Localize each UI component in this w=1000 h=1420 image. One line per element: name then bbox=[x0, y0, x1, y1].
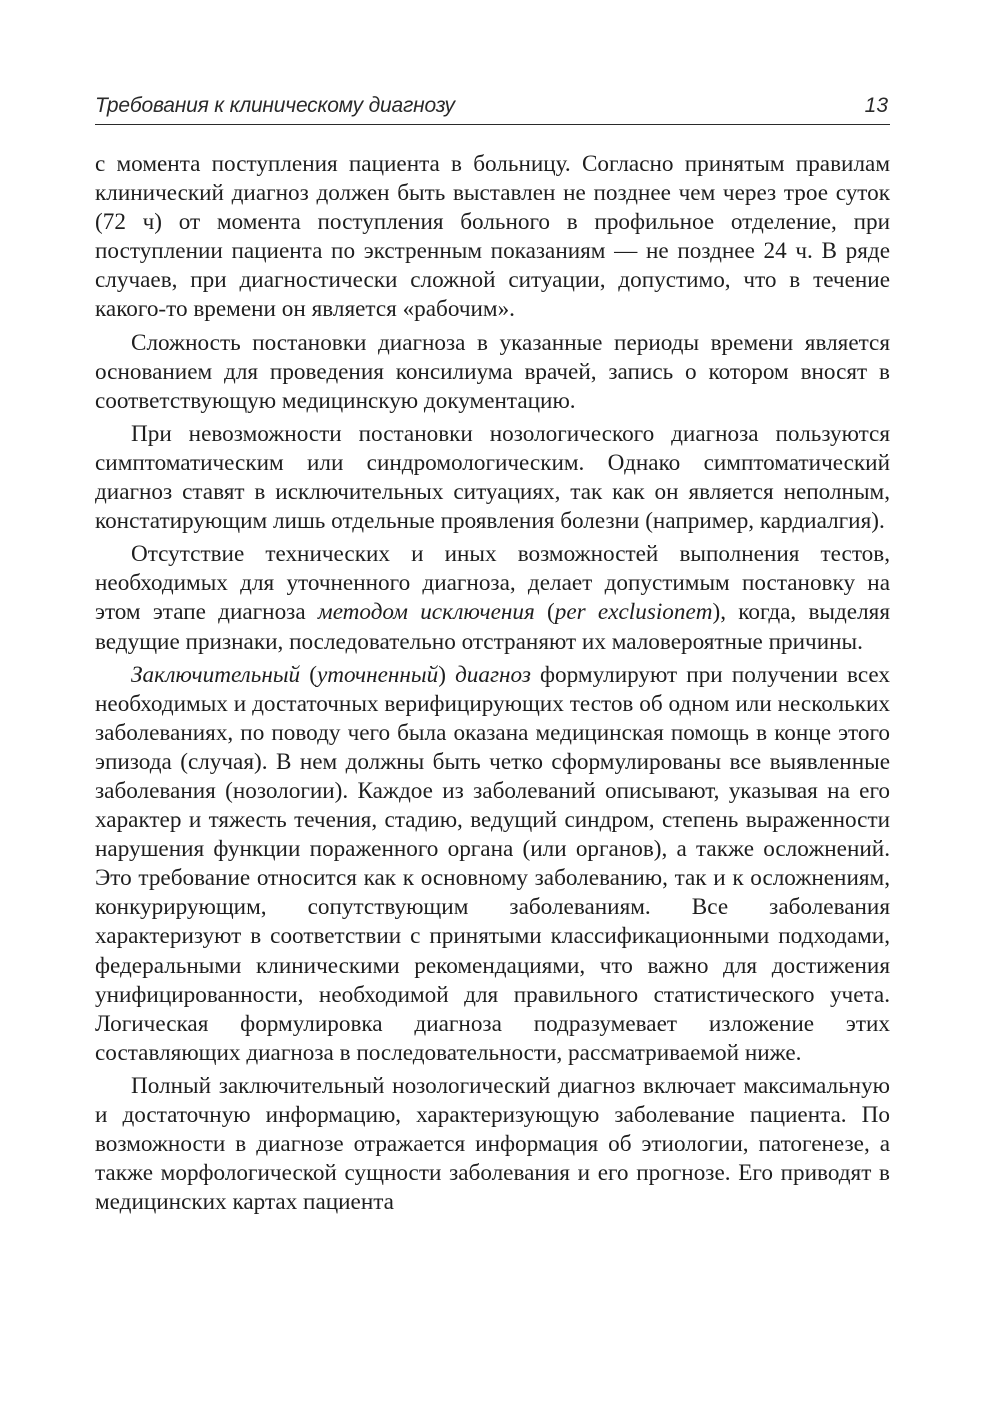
paragraph-final-diagnosis bbox=[95, 661, 890, 1068]
text-run: ( bbox=[534, 599, 555, 626]
italic-term-final: Заключительный bbox=[131, 661, 301, 688]
paragraph-symptomatic-diagnosis: При невозможности постановки нозологического диагноза пользуются симптоматическим или синдромологическим. Однако симптоматический диагноз ставят в исключительных ситуациях, так как он является неполным, констатирующим лишь отдельные проявления болезни (например, кардиалгия). bbox=[95, 420, 890, 535]
text-run: формулируют при получении всех необходимых и достаточных верифицирующих тестов об одном или нескольких заболеваниях, по поводу чего была оказана медицинская помощь в конце этого эпизода (случая). В нем должны быть четко сформулированы все выявленные заболевания (нозологии). Каждое из заболеваний описывают, указывая на его характер и тяжесть течения, стадию, ведущий синдром, степень выраженности нарушения функции пораженного органа (или органов), а также осложнений. Это требование относится как к основному заболеванию, так и к осложнениям, конкурирующим, сопутствующим заболеваниям. Все заболевания характеризуют в соответствии с принятыми классификационными подходами, федеральными клиническими рекомендациями, что важно для достижения унифицированности, необходимой для правильного статистического учета. Логическая формулировка диагноза подразумевает изложение этих составляющих диагноза в последовательности, рассматриваемой ниже. bbox=[95, 661, 890, 1066]
paragraph-exclusion-method bbox=[95, 540, 890, 656]
page-header bbox=[95, 88, 890, 125]
text-run: ( bbox=[300, 661, 317, 688]
italic-term-refined: уточненный bbox=[317, 661, 439, 688]
page-number: 13 bbox=[864, 94, 888, 117]
italic-term-exclusion-method: методом исключения bbox=[317, 599, 535, 626]
paragraph-full-nosological-diagnosis: Полный заключительный нозологический диагноз включает максимальную и достаточную информацию, характеризующую заболевание пациента. По возможности в диагнозе отражается информация об этиологии, патогенезе, а также морфологической сущности заболевания и его прогнозе. Его приводят в медицинских картах пациента bbox=[95, 1072, 890, 1216]
text-run: ), когда, выделяя ведущие признаки, последовательно отстраняют их маловероятные причины. bbox=[95, 599, 890, 655]
italic-term-diagnosis: диагноз bbox=[455, 661, 531, 688]
text-run: Отсутствие технических и иных возможностей выполнения тестов, необходимых для уточненного диагноза, делает допустимым постановку на этом этапе диагноза bbox=[95, 541, 890, 626]
italic-term-latin: per exclusionem bbox=[554, 599, 713, 626]
text-run: ) bbox=[438, 661, 456, 688]
running-head-title: Требования к клиническому диагнозу bbox=[95, 94, 455, 117]
body-text bbox=[95, 150, 890, 1217]
paragraph-consilium: Сложность постановки диагноза в указанные периоды времени является основанием для проведения консилиума врачей, запись о котором вносят в соответствующую медицинскую документацию. bbox=[95, 329, 890, 414]
paragraph-continuation: с момента поступления пациента в больницу. Согласно принятым правилам клинический диагноз должен быть выставлен не позднее чем через трое суток (72 ч) от момента поступления больного в профильное отделение, при поступлении пациента по экстренным показаниям — не позднее 24 ч. В ряде случаев, при диагностически сложной ситуации, допустимо, что в течение какого-то времени он является «рабочим». bbox=[95, 151, 890, 323]
